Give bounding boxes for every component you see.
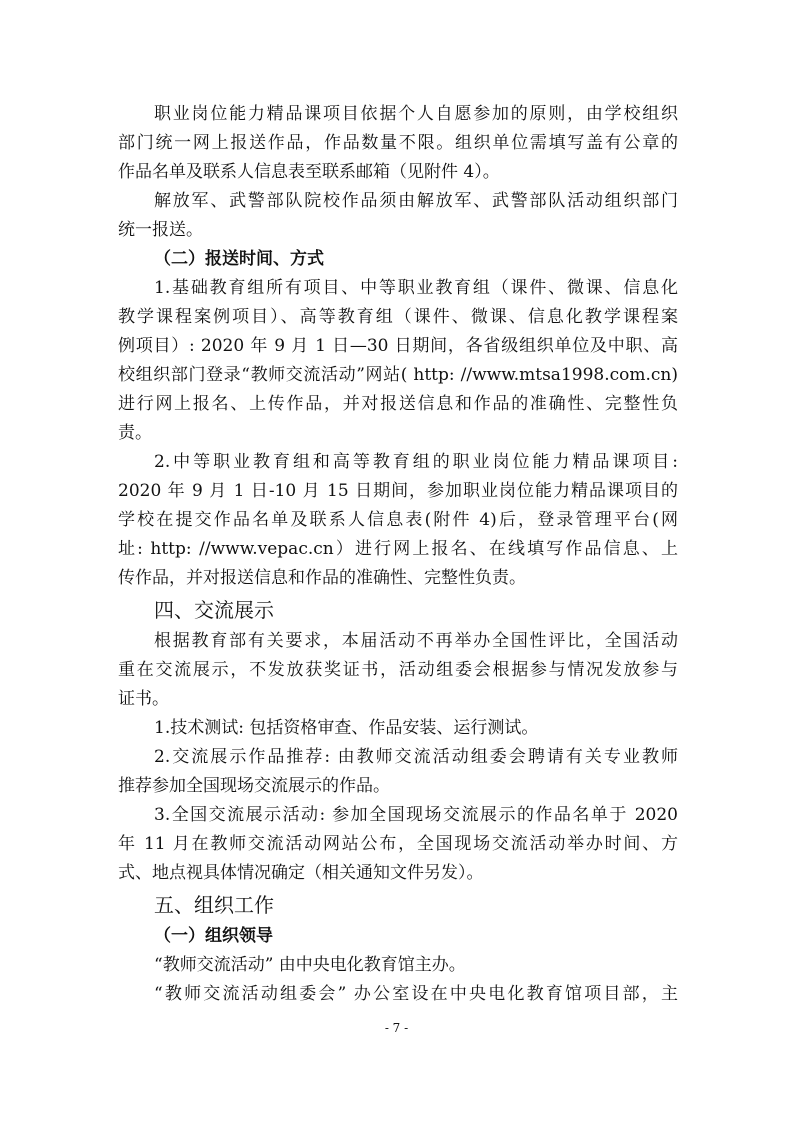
paragraph-line: 职业岗位能力精品课项目依据个人自愿参加的原则，由学校组织 bbox=[154, 104, 678, 124]
paragraph-line: 2020 年 9 月 1 日-10 月 15 日期间，参加职业岗位能力精品课项目的 bbox=[118, 481, 678, 501]
paragraph-line: 传作品，并对报送信息和作品的准确性、完整性负责。 bbox=[118, 568, 526, 588]
paragraph-line: 解放军、武警部队院校作品须由解放军、武警部队活动组织部门 bbox=[154, 191, 678, 211]
paragraph-line: 统一报送。 bbox=[118, 220, 203, 240]
paragraph-line: 1.技术测试: 包括资格审查、作品安装、运行测试。 bbox=[154, 718, 539, 738]
paragraph-line: 校组织部门登录“教师交流活动”网站( http: //www.mtsa1998.com.cn) bbox=[118, 365, 678, 385]
paragraph-line: 作品名单及联系人信息表至联系邮箱（见附件 4）。 bbox=[118, 162, 500, 182]
paragraph-line: 式、地点视具体情况确定（相关通知文件另发）。 bbox=[118, 863, 484, 883]
paragraph-line: 进行网上报名、上传作品，并对报送信息和作品的准确性、完整性负 bbox=[118, 394, 678, 414]
paragraph-line: 证书。 bbox=[118, 689, 169, 709]
paragraph-line: 1.基础教育组所有项目、中等职业教育组（课件、微课、信息化 bbox=[154, 278, 678, 298]
document-body bbox=[118, 100, 678, 1009]
paragraph-line: 部门统一网上报送作品，作品数量不限。组织单位需填写盖有公章的 bbox=[118, 133, 678, 153]
paragraph-line: 年 11 月在教师交流活动网站公布，全国现场交流活动举办时间、方 bbox=[118, 834, 678, 854]
paragraph-line: 址: http: //www.vepac.cn）进行网上报名、在线填写作品信息、上 bbox=[118, 539, 678, 559]
paragraph-line: 重在交流展示，不发放获奖证书，活动组委会根据参与情况发放参与 bbox=[118, 660, 678, 680]
paragraph-line: 2.交流展示作品推荐: 由教师交流活动组委会聘请有关专业教师 bbox=[154, 747, 678, 767]
paragraph-line: 例项目）: 2020 年 9 月 1 日—30 日期间，各省级组织单位及中职、高 bbox=[118, 336, 678, 356]
paragraph-line: “教师交流活动组委会” 办公室设在中央电化教育馆项目部，主 bbox=[154, 984, 678, 1004]
subheading-leadership: （一）组织领导 bbox=[154, 926, 273, 946]
paragraph-line: “教师交流活动” 由中央电化教育馆主办。 bbox=[154, 955, 466, 975]
paragraph-line: 学校在提交作品名单及联系人信息表(附件 4)后，登录管理平台(网 bbox=[118, 510, 678, 530]
paragraph-line: 3.全国交流展示活动: 参加全国现场交流展示的作品名单于 2020 bbox=[154, 805, 678, 825]
paragraph-line: 根据教育部有关要求，本届活动不再举办全国性评比，全国活动 bbox=[154, 631, 678, 651]
paragraph-line: 责。 bbox=[118, 423, 152, 443]
paragraph-line: 教学课程案例项目）、高等教育组（课件、微课、信息化教学课程案 bbox=[118, 307, 678, 327]
subheading-submission-time: （二）报送时间、方式 bbox=[154, 249, 324, 269]
paragraph-line: 2.中等职业教育组和高等教育组的职业岗位能力精品课项目: bbox=[154, 452, 678, 472]
section-heading-exchange: 四、交流展示 bbox=[154, 598, 274, 622]
paragraph-line: 推荐参加全国现场交流展示的作品。 bbox=[118, 776, 390, 796]
section-heading-organization: 五、组织工作 bbox=[154, 893, 274, 917]
page-number: - 7 - bbox=[384, 1021, 409, 1035]
